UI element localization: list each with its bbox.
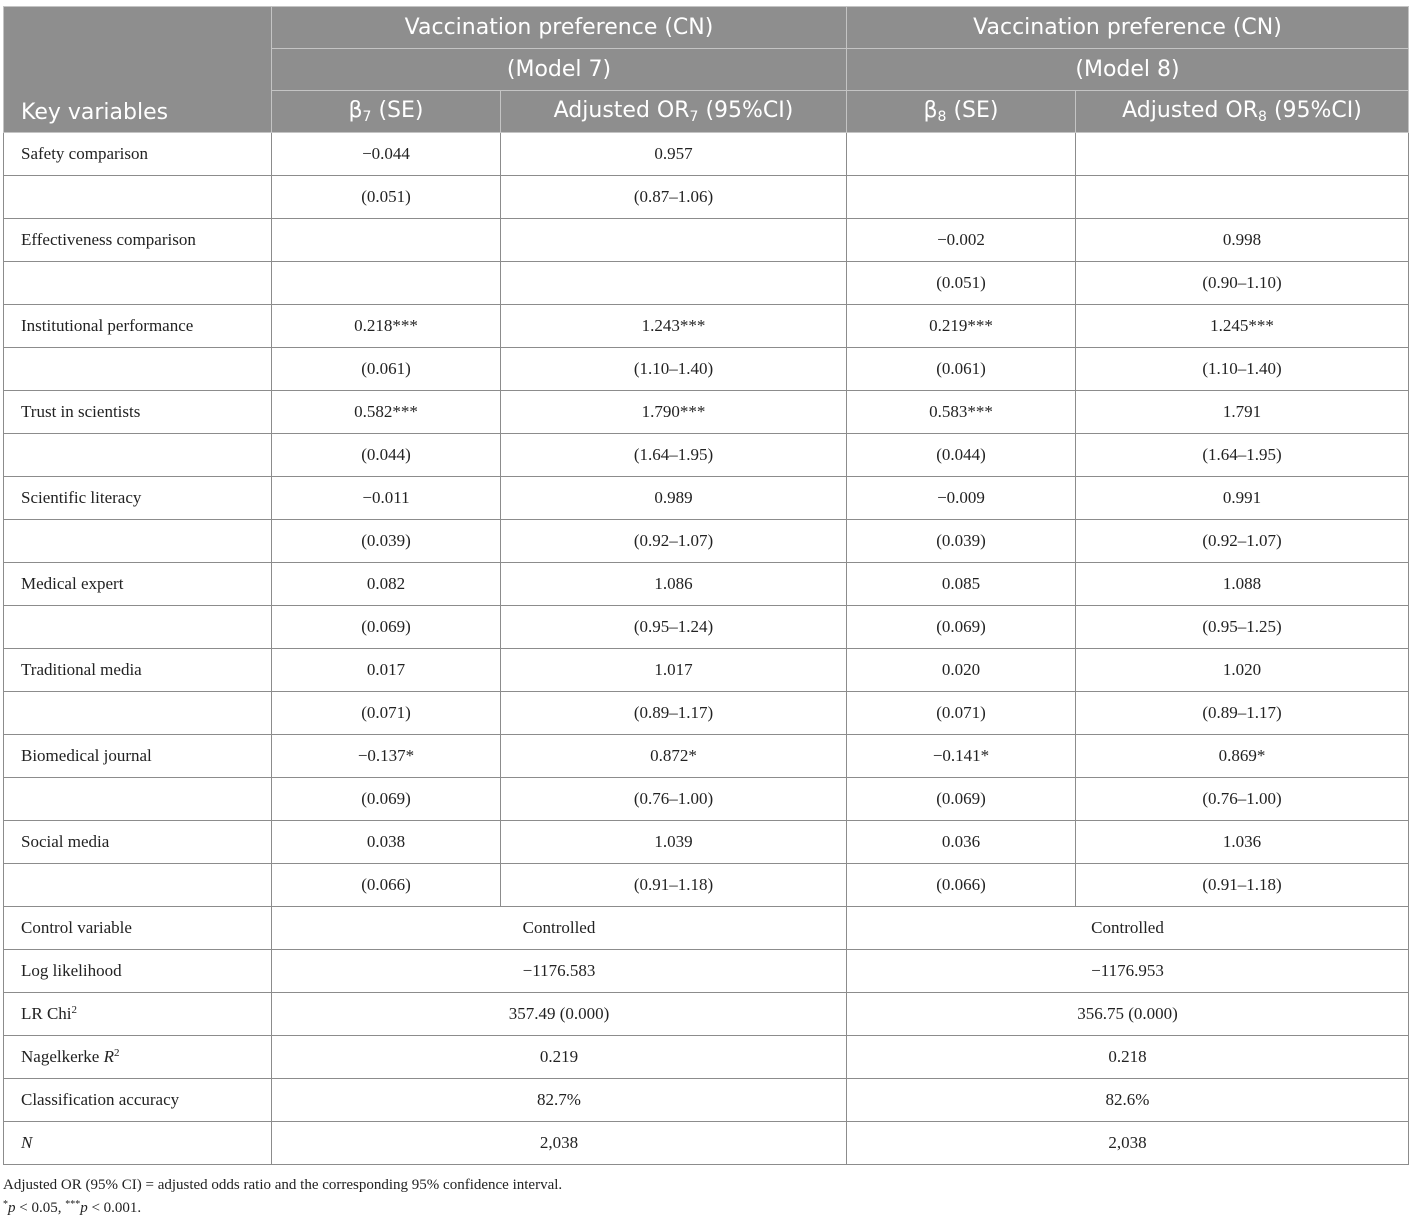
- interval-or-8: (0.76–1.00): [1076, 778, 1409, 821]
- estimate-or-7: 0.872*: [501, 735, 847, 778]
- control-label: Control variable: [4, 907, 272, 950]
- estimate-beta-8: −0.009: [847, 477, 1076, 520]
- variable-label: [4, 520, 272, 563]
- control-m7: Controlled: [272, 907, 847, 950]
- variable-label: [4, 692, 272, 735]
- estimate-or-7: 0.957: [501, 133, 847, 176]
- variable-label: [4, 176, 272, 219]
- interval-or-7: (0.89–1.17): [501, 692, 847, 735]
- variable-label: Institutional performance: [4, 305, 272, 348]
- estimate-or-8: 1.791: [1076, 391, 1409, 434]
- interval-beta-8: (0.066): [847, 864, 1076, 907]
- r2-m7: 0.219: [272, 1036, 847, 1079]
- variable-label: [4, 778, 272, 821]
- beta-8-header: $\beta_8$ (SE): [847, 91, 1076, 133]
- estimate-beta-7: 0.582***: [272, 391, 501, 434]
- interval-or-8: (1.10–1.40): [1076, 348, 1409, 391]
- estimate-beta-8: −0.002: [847, 219, 1076, 262]
- estimate-or-8: 1.088: [1076, 563, 1409, 606]
- estimate-beta-7: −0.137*: [272, 735, 501, 778]
- interval-beta-7: (0.044): [272, 434, 501, 477]
- interval-beta-8: (0.069): [847, 606, 1076, 649]
- variable-label: [4, 606, 272, 649]
- interval-or-8: (0.90–1.10): [1076, 262, 1409, 305]
- footnote-significance: *p < 0.05, ***p < 0.001.: [3, 1199, 142, 1216]
- control-m8: Controlled: [847, 907, 1409, 950]
- variable-row: [4, 305, 1409, 348]
- estimate-beta-8: 0.583***: [847, 391, 1076, 434]
- estimate-or-7: 1.243***: [501, 305, 847, 348]
- stat-row-loglik: [4, 950, 1409, 993]
- stat-row-lrchi: [4, 993, 1409, 1036]
- variable-row: [4, 133, 1409, 176]
- estimate-beta-7: 0.038: [272, 821, 501, 864]
- results-table: [3, 6, 1409, 1165]
- variable-row: [4, 219, 1409, 262]
- estimate-beta-8: 0.036: [847, 821, 1076, 864]
- estimate-or-8: 0.869*: [1076, 735, 1409, 778]
- loglik-m7: −1176.583: [272, 950, 847, 993]
- variable-se-row: [4, 692, 1409, 735]
- variable-label: Traditional media: [4, 649, 272, 692]
- interval-beta-8: (0.044): [847, 434, 1076, 477]
- estimate-beta-8: 0.219***: [847, 305, 1076, 348]
- n-label: N: [4, 1122, 272, 1165]
- estimate-or-7: 1.039: [501, 821, 847, 864]
- variable-label: Social media: [4, 821, 272, 864]
- lrchi-m7: 357.49 (0.000): [272, 993, 847, 1036]
- estimate-or-7: 1.790***: [501, 391, 847, 434]
- interval-beta-7: (0.071): [272, 692, 501, 735]
- table-body: [4, 133, 1409, 1165]
- loglik-label: Log likelihood: [4, 950, 272, 993]
- variable-se-row: [4, 520, 1409, 563]
- variable-label: Trust in scientists: [4, 391, 272, 434]
- regression-table-figure: [3, 6, 1408, 1220]
- variable-label: Scientific literacy: [4, 477, 272, 520]
- variable-se-row: [4, 778, 1409, 821]
- variable-label: [4, 262, 272, 305]
- variable-se-row: [4, 348, 1409, 391]
- estimate-beta-7: 0.218***: [272, 305, 501, 348]
- estimate-or-8: 1.036: [1076, 821, 1409, 864]
- interval-or-7: (1.64–1.95): [501, 434, 847, 477]
- estimate-beta-8: −0.141*: [847, 735, 1076, 778]
- interval-beta-8: (0.039): [847, 520, 1076, 563]
- estimate-or-7: 1.017: [501, 649, 847, 692]
- interval-or-8: (0.95–1.25): [1076, 606, 1409, 649]
- estimate-beta-8: 0.020: [847, 649, 1076, 692]
- variable-label: Biomedical journal: [4, 735, 272, 778]
- estimate-or-7: 0.989: [501, 477, 847, 520]
- interval-beta-7: (0.051): [272, 176, 501, 219]
- variable-se-row: [4, 176, 1409, 219]
- model-8-label: (Model 8): [847, 49, 1409, 91]
- beta-7-header: $\beta_7$ (SE): [272, 91, 501, 133]
- interval-beta-7: (0.066): [272, 864, 501, 907]
- variable-se-row: [4, 606, 1409, 649]
- interval-beta-8: (0.061): [847, 348, 1076, 391]
- stat-row-r2: [4, 1036, 1409, 1079]
- variable-label: [4, 434, 272, 477]
- loglik-m8: −1176.953: [847, 950, 1409, 993]
- interval-beta-8: (0.051): [847, 262, 1076, 305]
- stat-row-control: [4, 907, 1409, 950]
- footnote-abbreviation: Adjusted OR (95% CI) = adjusted odds ratio and the corresponding 95% confidence interval.: [3, 1177, 563, 1193]
- or-7-header: Adjusted $OR_7$ (95%CI): [501, 91, 847, 133]
- estimate-beta-7: 0.017: [272, 649, 501, 692]
- estimate-or-7: 1.086: [501, 563, 847, 606]
- lrchi-m8: 356.75 (0.000): [847, 993, 1409, 1036]
- variable-row: [4, 391, 1409, 434]
- variable-label: Safety comparison: [4, 133, 272, 176]
- stat-row-accuracy: [4, 1079, 1409, 1122]
- estimate-beta-7: −0.011: [272, 477, 501, 520]
- r2-m8: 0.218: [847, 1036, 1409, 1079]
- lrchi-label: LR Chi$^2$: [4, 993, 272, 1036]
- variable-label: [4, 864, 272, 907]
- estimate-beta-8: 0.085: [847, 563, 1076, 606]
- interval-beta-7: (0.069): [272, 778, 501, 821]
- or-8-header: Adjusted $OR_8$ (95%CI): [1076, 91, 1409, 133]
- interval-beta-8: [847, 176, 1076, 219]
- interval-beta-8: (0.071): [847, 692, 1076, 735]
- estimate-beta-7: −0.044: [272, 133, 501, 176]
- interval-beta-7: (0.061): [272, 348, 501, 391]
- interval-or-8: (1.64–1.95): [1076, 434, 1409, 477]
- estimate-or-8: 0.991: [1076, 477, 1409, 520]
- r2-label: Nagelkerke $R^2$: [4, 1036, 272, 1079]
- estimate-or-8: 0.998: [1076, 219, 1409, 262]
- estimate-beta-8: [847, 133, 1076, 176]
- interval-or-7: (1.10–1.40): [501, 348, 847, 391]
- variable-se-row: [4, 262, 1409, 305]
- interval-or-7: (0.95–1.24): [501, 606, 847, 649]
- accuracy-m7: 82.7%: [272, 1079, 847, 1122]
- variable-label: Effectiveness comparison: [4, 219, 272, 262]
- interval-or-8: (0.91–1.18): [1076, 864, 1409, 907]
- interval-or-7: (0.76–1.00): [501, 778, 847, 821]
- table-header: [4, 7, 1409, 133]
- estimate-or-7: [501, 219, 847, 262]
- interval-or-8: (0.89–1.17): [1076, 692, 1409, 735]
- interval-or-8: (0.92–1.07): [1076, 520, 1409, 563]
- variable-row: [4, 649, 1409, 692]
- key-variables-header: Key variables: [4, 7, 272, 133]
- variable-se-row: [4, 434, 1409, 477]
- variable-row: [4, 735, 1409, 778]
- interval-beta-7: [272, 262, 501, 305]
- variable-row: [4, 821, 1409, 864]
- estimate-or-8: [1076, 133, 1409, 176]
- group-title-model-8: Vaccination preference (CN): [847, 7, 1409, 49]
- interval-or-7: (0.92–1.07): [501, 520, 847, 563]
- interval-beta-7: (0.069): [272, 606, 501, 649]
- variable-row: [4, 563, 1409, 606]
- accuracy-m8: 82.6%: [847, 1079, 1409, 1122]
- variable-label: Medical expert: [4, 563, 272, 606]
- estimate-or-8: 1.245***: [1076, 305, 1409, 348]
- interval-or-7: (0.91–1.18): [501, 864, 847, 907]
- interval-beta-8: (0.069): [847, 778, 1076, 821]
- estimate-beta-7: 0.082: [272, 563, 501, 606]
- group-title-model-7: Vaccination preference (CN): [272, 7, 847, 49]
- n-m8: 2,038: [847, 1122, 1409, 1165]
- accuracy-label: Classification accuracy: [4, 1079, 272, 1122]
- estimate-beta-7: [272, 219, 501, 262]
- estimate-or-8: 1.020: [1076, 649, 1409, 692]
- interval-or-8: [1076, 176, 1409, 219]
- variable-se-row: [4, 864, 1409, 907]
- variable-row: [4, 477, 1409, 520]
- interval-beta-7: (0.039): [272, 520, 501, 563]
- table-footnotes: [3, 1174, 1408, 1220]
- interval-or-7: (0.87–1.06): [501, 176, 847, 219]
- model-7-label: (Model 7): [272, 49, 847, 91]
- n-m7: 2,038: [272, 1122, 847, 1165]
- interval-or-7: [501, 262, 847, 305]
- variable-label: [4, 348, 272, 391]
- stat-row-n: [4, 1122, 1409, 1165]
